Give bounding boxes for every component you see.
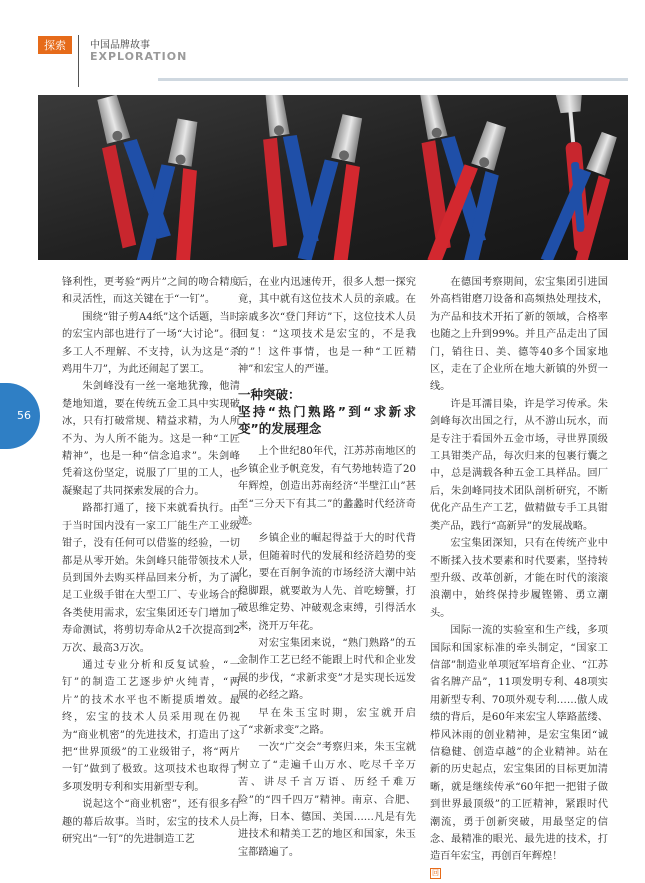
article-column-2 [238, 274, 416, 861]
paragraph: 说起这个“商业机密”，还有很多有趣的幕后故事。当时，宏宝的技术人员研究出“一钉”的先进制造工艺 [62, 799, 240, 845]
section-title-line1: 一种突破： [238, 387, 301, 403]
paragraph: 对宏宝集团来说，“熟门熟路”的五金制作工艺已经不能跟上时代和企业发展的步伐，“求新求变”才是实现长远发展的必经之路。 [238, 637, 416, 702]
paragraph: 一次“广交会”考察归来，朱玉宝就树立了“走遍千山万水、吃尽千辛万苦、讲尽千言万语、历经千难万险”的“四千四万”精神。南京、合肥、上海，日本、德国、美国……凡是有先进技术和精美工艺的地区和国家，朱玉宝都踏遍了。 [238, 742, 416, 858]
paragraph: 早在朱玉宝时期，宏宝就开启了“求新求变”之路。 [238, 707, 416, 736]
paragraph: 后，在业内迅速传开，很多人想一探究竟，其中就有这位技术人员的亲戚。在亲戚多次“登门拜访”下，这位技术人员回复：“这项技术是宏宝的，不是我的”！这件事情，也是一种“工匠精神”和宏宝人的严谨。 [238, 277, 416, 376]
header-rule [158, 78, 628, 81]
page-header [38, 30, 628, 90]
page-number: 56 [17, 409, 31, 422]
tools-photo [38, 95, 628, 260]
paragraph: 路都打通了，接下来就看执行。由于当时国内没有一家工厂能生产工业级钳子，没有任何可以借鉴的经验，一切都是从零开始。朱剑峰只能带领技术人员到国外去购买样品回来分析，为了满足工业级手钳在大型工厂、专业场合的各类使用需求，宏宝集团还专门增加了寿命测试，将剪切寿命从2千次提高到2万次、最高3万次。 [62, 503, 240, 654]
paragraph: 宏宝集团深知，只有在传统产业中不断揉入技术要素和时代要素，坚持转型升级、改革创新，才能在时代的滚滚浪潮中，始终保持步履铿锵、勇立潮头。 [430, 538, 608, 619]
paragraph: 朱剑峰没有一丝一毫地犹豫，他清楚地知道，要在传统五金工具中实现破冰，只有打破常规、精益求精，为人所不为、为人所不能为。这是一种“工匠精神”，也是一种“信念追求”。朱剑峰凭着这份坚定，说服了厂里的工人，也凝聚起了共同探索发展的合力。 [62, 381, 240, 497]
section-heading [238, 386, 416, 437]
paragraph: 乡镇企业的崛起得益于大的时代背景，但随着时代的发展和经济趋势的变化，要在百舸争流的市场经济大潮中站稳脚跟，就要敢为人先、首吃螃蟹，打破思维定势、冲破观念束缚，引得活水来，浇开万年花。 [238, 533, 416, 632]
series-subtitle: EXPLORATION [90, 50, 188, 63]
paragraph: 围绕“钳子剪A4纸”这个话题，当时的宏宝内部也进行了一场“大讨论”。很多工人不理解、不支持，认为这是“杀鸡用牛刀”，为此还闹起了罢工。 [62, 311, 240, 376]
header-divider [78, 35, 79, 87]
paragraph: 上个世纪80年代，江苏苏南地区的乡镇企业予帆竞发，有气势地转造了20年辉煌，创造出苏南经济“半壁江山”甚至“三分天下有其二”的蠡蠡时代经济奇迹。 [238, 446, 416, 528]
section-title-line2: 坚持“热门熟路”到“求新求变”的发展理念 [238, 404, 416, 437]
paragraph: 许是耳濡目染，许是学习传承。朱剑峰每次出国之行，从不游山玩水，而是专注于看国外五金市场，寻世界顶级工具钳类产品，每次归来的包裹行囊之中，总是满载各种五金工具样品。回厂后，朱剑峰同技术团队剖析研究，不断优化产品生产工艺，做精做专手工具钳类产品，践行“高新异”的发展战略。 [430, 398, 608, 532]
series-title: 中国品牌故事 [90, 40, 150, 51]
article-column-3 [430, 274, 608, 883]
paragraph: 锋利性，更考验“两片”之间的吻合精度和灵活性，而这关键在于“一钉”。 [62, 277, 240, 306]
section-tag: 探索 [38, 36, 72, 54]
paragraph: 国际一流的实验室和生产线，多项国际和国家标准的牵头制定，“国家工信部”制造业单项冠军培育企业、“江苏省名牌产品”，11项发明专利、48项实用新型专利、70项外观专利……傲人成绩的背后，是60年来宏宝人筚路蓝缕、栉风沐雨的创业精神，是宏宝集团“诚信稳健、创造卓越”的企业精神。站在新的历史起点，宏宝集团的目标更加清晰，就是继续传承“60年把一把钳子做到世界最顶级”的工匠精神，紧跟时代潮流，勇于创新突破，用最坚定的信念、最精准的眼光、最先进的技术，打造百年宏宝，再创百年辉煌！ [430, 625, 608, 863]
page-number-tab [0, 383, 40, 449]
paragraph: 通过专业分析和反复试验，“一钉”的制造工艺逐步炉火纯青，“两片”的技术水平也不断提质增效。最终，宏宝的技术人员采用现在仍视为“商业机密”的先进技术，打造出了这把“世界顶级”的工业级钳子，将“两片一钉”做到了极致。这项技术也取得了多项发明专利和实用新型专利。 [62, 659, 240, 793]
paragraph: 在德国考察期间，宏宝集团引进国外高档钳磨刀设备和高频热处理技术，为产品和技术开拓了新的领域，合格率也随之上升到99%。并且产品走出了国门，销往日、美、德等40多个国家地区，走在了企业所在地大新镇的外贸一线。 [430, 277, 608, 393]
article-column-1 [62, 274, 240, 848]
end-mark-icon: 回 [432, 869, 439, 878]
